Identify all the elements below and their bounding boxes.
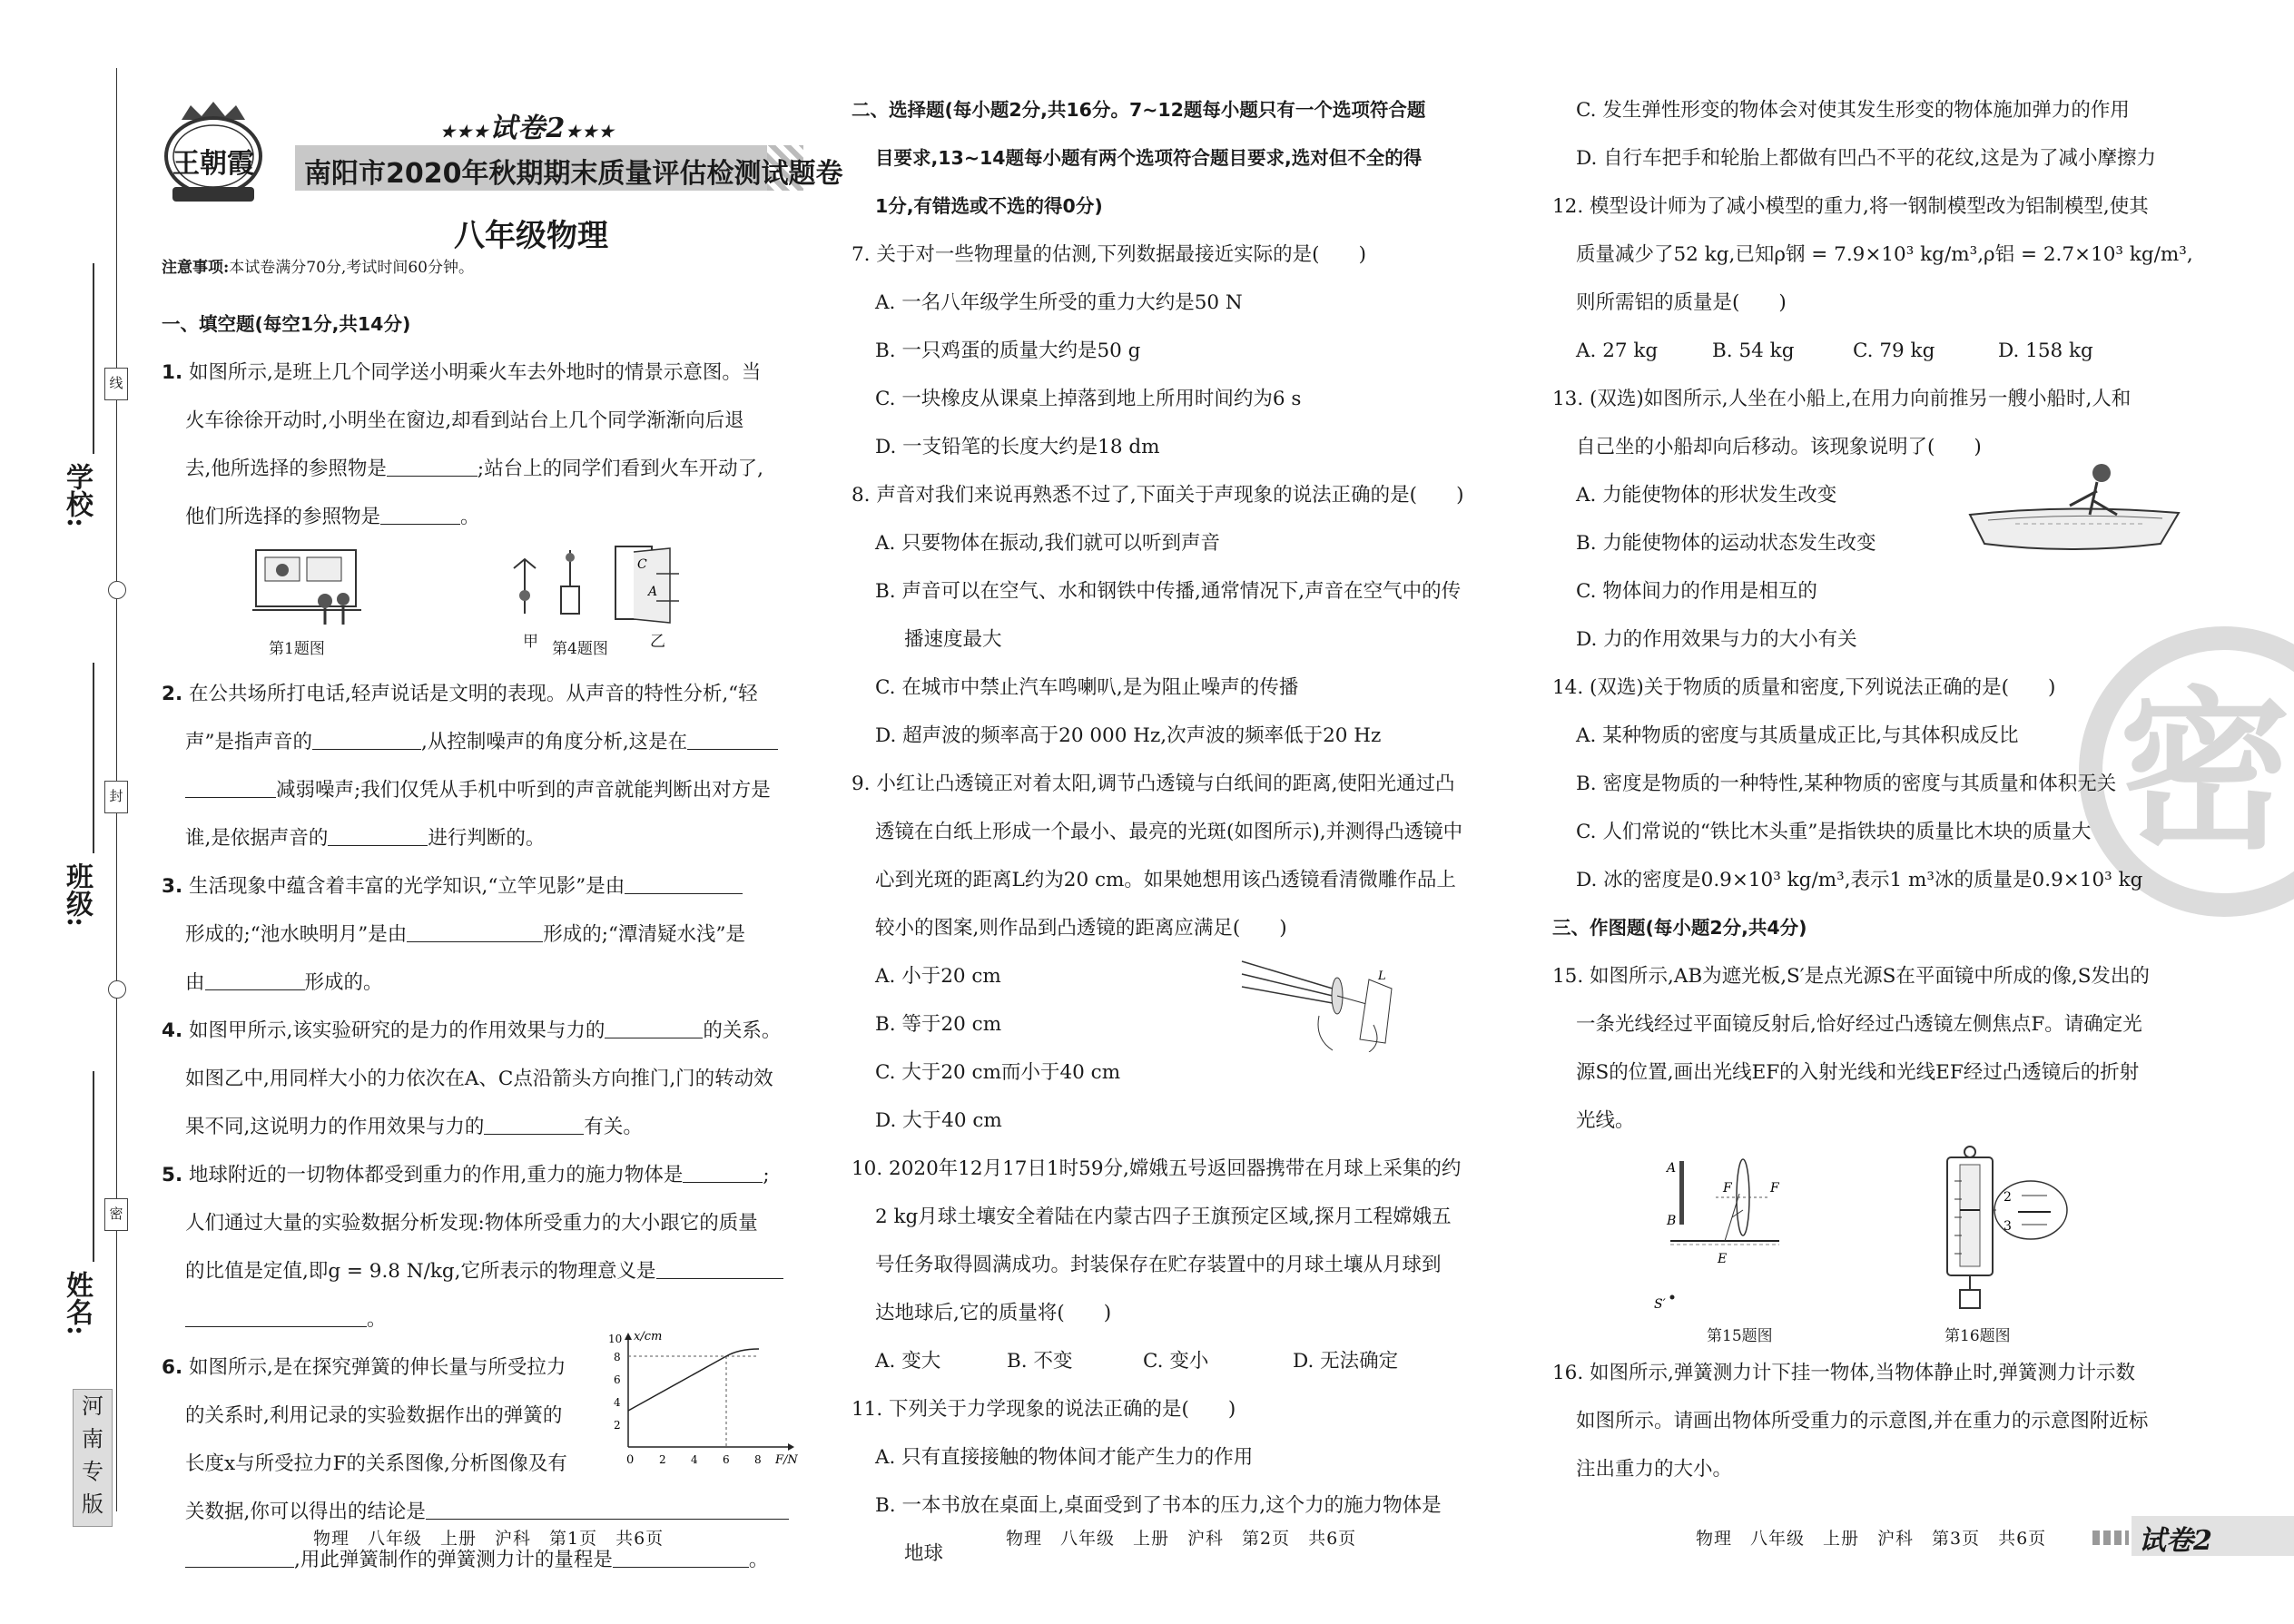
graph-ylabel: x/cm [634, 1331, 663, 1343]
graph-origin: 0 [626, 1453, 635, 1467]
answer-blank[interactable] [683, 1163, 763, 1184]
q12-stem: 则所需铝的质量是( ) [1576, 291, 1787, 314]
q11-option-d[interactable]: D. 自行车把手和轮胎上都做有凹凸不平的花纹,这是为了减小摩擦力 [1576, 147, 2156, 170]
binding-mark-bot: 密 [104, 1198, 128, 1231]
q13-options [1552, 471, 2206, 664]
svg-text:A: A [648, 585, 658, 599]
graph-xtick: 2 [659, 1453, 666, 1466]
q10-options [852, 1337, 1514, 1385]
q16-stem: 注出重力的大小。 [1576, 1458, 1733, 1481]
graph-ytick: 4 [614, 1396, 621, 1409]
q12-option-d[interactable]: D. 158 kg [1998, 340, 2093, 362]
q11-option-b-cont: 地球 [904, 1542, 944, 1565]
answer-blank[interactable] [426, 1500, 789, 1521]
q9-option-a[interactable]: A. 小于20 cm [875, 965, 1001, 988]
label-f2: F [1770, 1181, 1779, 1196]
q13-option-c[interactable]: C. 物体间力的作用是相互的 [1576, 580, 1817, 603]
graph-xlabel: F/N [775, 1453, 798, 1467]
q8-option-d[interactable]: D. 超声波的频率高于20 000 Hz,次声波的频率低于20 Hz [875, 724, 1382, 747]
subject-title: 八年级物理 [454, 218, 608, 254]
q6-line: ,用此弹簧制作的弹簧测力计的量程是 。 [162, 1536, 815, 1584]
brand-logo-text: 王朝霞 [172, 148, 254, 180]
graph-xtick: 4 [691, 1453, 698, 1466]
column-2 [852, 86, 1514, 1578]
q15-stem: 15. 如图所示,AB为遮光板,S′是点光源S在平面镜中所成的像,S发出的 [1552, 965, 2150, 988]
q12-option-b[interactable]: B. 54 kg [1712, 340, 1795, 362]
q9-stem: 9. 小红让凸透镜正对着太阳,调节凸透镜与白纸间的距离,使阳光通过凸 [852, 773, 1455, 795]
q10-stem: 10. 2020年12月17日1时59分,嫦娥五号返回器携带在月球上采集的约 [852, 1157, 1462, 1180]
q10-option-b[interactable]: B. 不变 [1007, 1350, 1073, 1373]
q1-line: 1. 如图所示,是班上几个同学送小明乘火车去外地时的情景示意图。当 [162, 361, 762, 384]
figure-row-15-16 [1552, 1145, 2206, 1349]
graph-ytick: 6 [614, 1373, 621, 1386]
q12-option-c[interactable]: C. 79 kg [1853, 340, 1935, 362]
answer-blank[interactable] [613, 1548, 749, 1569]
q2-line: 谁,是依据声音的 进行判断的。 [185, 827, 546, 850]
q9-stem: 心到光斑的距离L约为20 cm。如果她想用该凸透镜看清微雕作品上 [875, 869, 1456, 891]
answer-blank[interactable] [328, 826, 428, 847]
q13-option-b[interactable]: B. 力能使物体的运动状态发生改变 [1576, 532, 1876, 555]
name-label: 姓名: [61, 1271, 93, 1336]
column-1 [162, 300, 815, 1584]
page-footer-3: 物理 八年级 上册 沪科 第3页 共6页 [1696, 1529, 2047, 1549]
q9-option-c[interactable]: C. 大于20 cm而小于40 cm [875, 1061, 1121, 1084]
label-f1: F [1723, 1181, 1732, 1196]
star-icon: ★★★ [566, 123, 615, 142]
q12-options [1552, 327, 2206, 375]
q7-option-b[interactable]: B. 一只鸡蛋的质量大约是50 g [875, 340, 1141, 362]
graph-xtick: 6 [723, 1453, 730, 1466]
star-icon: ★★★ [440, 123, 490, 142]
section-2-heading: 目要求,13~14题每小题有两个选项符合题目要求,选对但不全的得 [875, 147, 1423, 169]
q2-line: 声”是指声音的 ,从控制噪声的角度分析,这是在 [162, 718, 815, 766]
q8-option-a[interactable]: A. 只要物体在振动,我们就可以听到声音 [875, 532, 1221, 555]
q14-option-b[interactable]: B. 密度是物质的一种特性,某种物质的密度与其质量和体积无关 [1576, 773, 2117, 795]
region-badge: 河 南 专 版 [73, 1389, 113, 1527]
graph-xtick: 8 [754, 1453, 762, 1466]
q1-line: 去,他所选择的参照物是 ;站台上的同学们看到火车开动了, [185, 458, 763, 480]
answer-blank[interactable] [380, 505, 460, 526]
figure-9-lens [1233, 952, 1414, 1052]
q10-stem: 2 kg月球土壤安全着陆在内蒙古四子王旗预定区域,探月工程嫦娥五 [875, 1206, 1452, 1228]
footer-tag-pattern [2092, 1530, 2129, 1545]
name-field[interactable] [93, 1071, 94, 1262]
q14-stem: 14. (双选)关于物质的质量和密度,下列说法正确的是( ) [1552, 676, 2056, 699]
answer-blank[interactable] [484, 1115, 584, 1136]
figure-16-spring-scale [1920, 1145, 2074, 1317]
q10-option-a[interactable]: A. 变大 [875, 1350, 941, 1373]
seal-character: 密 [2119, 670, 2292, 872]
answer-blank[interactable] [625, 874, 743, 895]
brand-logo [154, 100, 272, 209]
q7-option-d[interactable]: D. 一支铅笔的长度大约是18 dm [875, 436, 1160, 458]
section-1-heading: 一、填空题(每空1分,共14分) [162, 313, 411, 335]
figure-4-apparatus [488, 541, 688, 632]
q6-line: 长度x与所受拉力F的关系图像,分析图像及有 [185, 1452, 567, 1475]
q10-stem: 达地球后,它的质量将( ) [875, 1302, 1112, 1324]
class-label: 班级: [61, 862, 93, 928]
class-field[interactable] [93, 663, 94, 853]
answer-blank[interactable] [407, 922, 543, 943]
q9-option-b[interactable]: B. 等于20 cm [875, 1013, 1002, 1036]
q13-stem: 自己坐的小船却向后移动。该现象说明了( ) [1576, 436, 1982, 458]
figure-1-caption: 第1题图 [269, 640, 325, 658]
svg-text:L: L [1378, 969, 1386, 983]
answer-blank[interactable] [185, 1548, 294, 1569]
q8-option-c[interactable]: C. 在城市中禁止汽车鸣喇叭,是为阻止噪声的传播 [875, 676, 1299, 699]
binding-hole-icon [108, 581, 126, 599]
q11-stem: 11. 下列关于力学现象的说法正确的是( ) [852, 1398, 1236, 1421]
scale-mark-2: 2 [2004, 1190, 2012, 1205]
figure-4-caption: 第4题图 [552, 640, 608, 658]
figure-row-1-4 [162, 541, 815, 670]
q5-line: 。 [162, 1295, 815, 1343]
q5-line: 人们通过大量的实验数据分析发现:物体所受重力的大小跟它的质量 [185, 1212, 758, 1235]
page-footer-1: 物理 八年级 上册 沪科 第1页 共6页 [313, 1529, 665, 1549]
q3-line: 3. 生活现象中蕴含着丰富的光学知识,“立竿见影”是由 [162, 862, 815, 910]
label-b: B [1667, 1214, 1677, 1228]
school-field[interactable] [93, 263, 94, 454]
q11-option-b[interactable]: B. 一本书放在桌面上,桌面受到了书本的压力,这个力的施力物体是 [875, 1494, 1442, 1517]
q15-stem: 源S的位置,画出光线EF的入射光线和光线EF经过凸透镜后的折射 [1576, 1061, 2140, 1084]
q7-option-c[interactable]: C. 一块橡皮从课桌上掉落到地上所用时间约为6 s [875, 388, 1302, 410]
answer-blank[interactable] [185, 778, 276, 799]
school-label: 学校: [61, 463, 93, 528]
q10-option-c[interactable]: C. 变小 [1143, 1350, 1209, 1373]
q2-line: 2. 在公共场所打电话,轻声说话是文明的表现。从声音的特性分析,“轻 [162, 683, 758, 705]
section-2-heading: 1分,有错选或不选的得0分) [875, 195, 1103, 217]
q6-line: 关数据,你可以得出的结论是 [162, 1488, 815, 1536]
answer-blank[interactable] [312, 730, 421, 751]
section-3-heading: 三、作图题(每小题2分,共4分) [1552, 917, 1807, 939]
q8-option-b[interactable]: B. 声音可以在空气、水和钢铁中传播,通常情况下,声音在空气中的传 [875, 580, 1462, 603]
q6-line: 6. 如图所示,是在探究弹簧的伸长量与所受拉力 [162, 1356, 566, 1379]
q9-options [852, 952, 1514, 1145]
label-e: E [1718, 1252, 1728, 1266]
figure-15-caption: 第15题图 [1707, 1327, 1773, 1345]
svg-text:C: C [637, 557, 647, 572]
graph-ytick: 2 [614, 1419, 621, 1432]
q9-option-d[interactable]: D. 大于40 cm [875, 1109, 1002, 1132]
figure-13-boats [1961, 460, 2188, 560]
q3-line: 形成的;“池水映明月”是由 形成的;“潭清疑水浅”是 [185, 923, 745, 946]
q7-stem: 7. 关于对一些物理量的估测,下列数据最接近实际的是( ) [852, 243, 1366, 266]
exam-title: 南阳市2020年秋期期末质量评估检测试题卷 [304, 158, 843, 190]
q13-option-d[interactable]: D. 力的作用效果与力的大小有关 [1576, 628, 1857, 651]
graph-ytick: 10 [608, 1333, 623, 1345]
figure-15-optics [1652, 1152, 1825, 1315]
q13-option-a[interactable]: A. 力能使物体的形状发生改变 [1576, 484, 1837, 507]
footer-tag: 试卷2 [2139, 1525, 2212, 1557]
q2-line: 减弱噪声;我们仅凭从手机中听到的声音就能判断出对方是 [162, 766, 815, 814]
q5-line: 的比值是定值,即g = 9.8 N/kg,它所表示的物理意义是 [162, 1247, 815, 1295]
binding-mark-mid: 封 [104, 781, 128, 813]
answer-blank[interactable] [387, 457, 478, 477]
q4-line: 果不同,这说明力的作用效果与力的 有关。 [185, 1116, 643, 1138]
binding-hole-icon [108, 980, 126, 999]
q15-stem: 一条光线经过平面镜反射后,恰好经过凸透镜左侧焦点F。请确定光 [1576, 1013, 2142, 1036]
binding-mark-top: 线 [104, 368, 128, 400]
label-s-prime: S′ [1654, 1297, 1666, 1312]
scale-mark-3: 3 [2004, 1219, 2012, 1234]
answer-blank[interactable] [656, 1259, 783, 1280]
section-2-heading: 二、选择题(每小题2分,共16分。7~12题每小题只有一个选项符合题 [852, 99, 1426, 121]
answer-blank[interactable] [185, 1307, 367, 1328]
q12-option-a[interactable]: A. 27 kg [1576, 340, 1659, 362]
q8-stem: 8. 声音对我们来说再熟悉不过了,下面关于声现象的说法正确的是( ) [852, 484, 1464, 507]
column-3 [1552, 86, 2206, 1493]
q8-option-b-cont: 播速度最大 [904, 628, 1002, 651]
q7-option-a[interactable]: A. 一名八年级学生所受的重力大约是50 N [875, 291, 1243, 314]
q15-stem: 光线。 [1576, 1109, 1635, 1132]
q11-option-c[interactable]: C. 发生弹性形变的物体会对使其发生形变的物体施加弹力的作用 [1576, 99, 2130, 122]
paper-tag: ★★★试卷2★★★ [440, 113, 615, 144]
q14-option-d[interactable]: D. 冰的密度是0.9×10³ kg/m³,表示1 m³冰的质量是0.9×10³ kg [1576, 869, 2143, 891]
q5-line: 5. 地球附近的一切物体都受到重力的作用,重力的施力物体是 ; [162, 1164, 770, 1186]
q4-line: 4. 如图甲所示,该实验研究的是力的作用效果与力的 的关系。 [162, 1019, 782, 1042]
figure-4-yi: 乙 [650, 633, 665, 651]
notice-text: 本试卷满分70分,考试时间60分钟。 [229, 259, 474, 277]
figure-4-jia: 甲 [523, 633, 538, 651]
q1-line: 他们所选择的参照物是 。 [185, 506, 480, 528]
q9-stem: 透镜在白纸上形成一个最小、最亮的光斑(如图所示),并测得凸透镜中 [875, 821, 1463, 843]
q12-stem: 质量减少了52 kg,已知ρ钢 = 7.9×10³ kg/m³,ρ铝 = 2.7×10³ kg/m³, [1576, 243, 2193, 266]
q13-stem: 13. (双选)如图所示,人坐在小船上,在用力向前推另一艘小船时,人和 [1552, 388, 2132, 410]
figure-1-train [252, 546, 361, 628]
q10-option-d[interactable]: D. 无法确定 [1293, 1350, 1399, 1373]
q3-line: 由 形成的。 [185, 971, 383, 994]
q1-line: 火车徐徐开动时,小明坐在窗边,却看到站台上几个同学渐渐向后退 [185, 409, 744, 432]
answer-blank[interactable] [687, 730, 778, 751]
q16-stem: 16. 如图所示,弹簧测力计下挂一物体,当物体静止时,弹簧测力计示数 [1552, 1362, 2136, 1384]
page-footer-2: 物理 八年级 上册 沪科 第2页 共6页 [1006, 1529, 1357, 1549]
q12-stem: 12. 模型设计师为了减小模型的重力,将一钢制模型改为铝制模型,使其 [1552, 195, 2149, 218]
spring-graph [606, 1331, 806, 1467]
figure-16-caption: 第16题图 [1944, 1327, 2011, 1345]
notice-label: 注意事项: [162, 259, 230, 277]
answer-blank[interactable] [205, 970, 305, 991]
q10-stem: 号任务取得圆满成功。封装保存在贮存装置中的月球土壤从月球到 [875, 1254, 1442, 1276]
q14-option-a[interactable]: A. 某种物质的密度与其质量成正比,与其体积成反比 [1576, 724, 2019, 747]
q4-line: 如图乙中,用同样大小的力依次在A、C点沿箭头方向推门,门的转动效 [185, 1068, 773, 1090]
notice [162, 254, 474, 277]
graph-ytick: 8 [614, 1351, 621, 1363]
label-a: A [1667, 1161, 1677, 1176]
q6-line: 的关系时,利用记录的实验数据作出的弹簧的 [185, 1404, 563, 1427]
answer-blank[interactable] [605, 1019, 703, 1039]
q9-stem: 较小的图案,则作品到凸透镜的距离应满足( ) [875, 917, 1287, 940]
q16-stem: 如图所示。请画出物体所受重力的示意图,并在重力的示意图附近标 [1576, 1410, 2149, 1432]
q11-option-a[interactable]: A. 只有直接接触的物体间才能产生力的作用 [875, 1446, 1254, 1469]
q14-option-c[interactable]: C. 人们常说的“铁比木头重”是指铁块的质量比木块的质量大 [1576, 821, 2092, 843]
